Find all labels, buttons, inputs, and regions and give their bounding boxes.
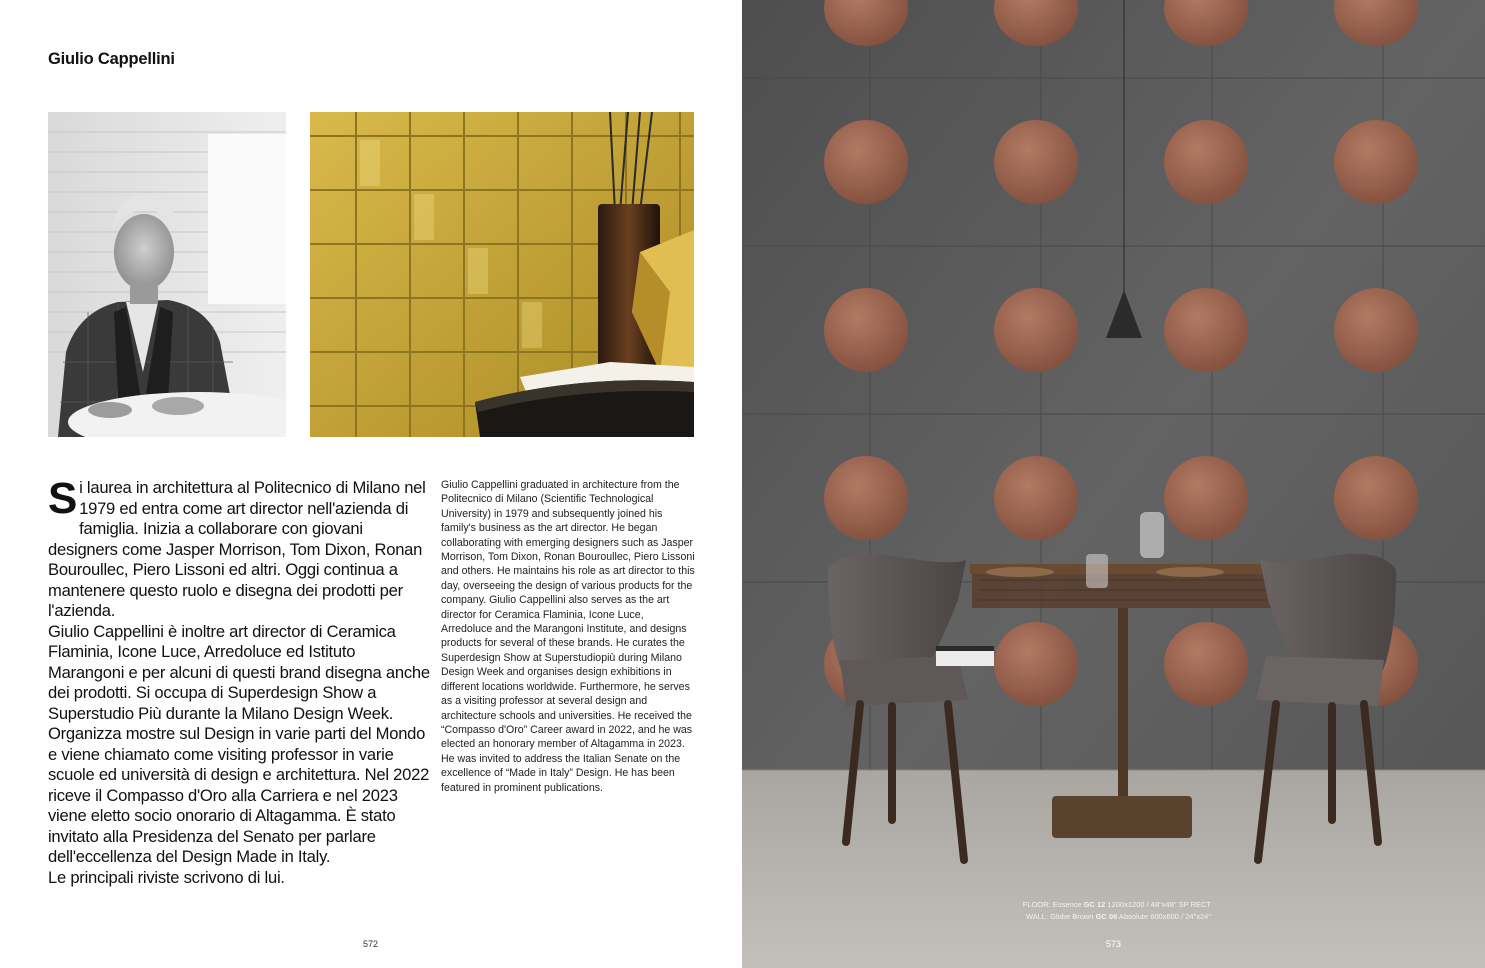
english-biography: Giulio Cappellini graduated in architecture from the Politecnico di Milano (Scientific Technological University) in 1979 and subsequently joined his family's business as the art director. He began collaborating with emerging designers such as Jasper Morrison, Tom Dixon, Ronan Bouroullec, Piero Lissoni and others. He maintains his role as art director to this day, overseeing the design of various products for the company. Giulio Cappellini also serves as the art director for Ceramica Flaminia, Icone Luce, Arredoluce and the Marangoni Institute, and designs products for several of these brands. He curates the Superdesign Show at Superstudiopiù during Milano Design Week and organises design exhibitions in different locations worldwide. Furthermore, he serves as a visiting professor at several design and architecture schools and universities. He received the “Compasso d'Oro” Career award in 2022, and he was elected an honorary member of Altagamma in 2023. He was invited to address the Italian Senate on the excellence of “Made in Italy” Design. He has been featured in prominent publications. — [441, 479, 695, 794]
right-page — [742, 0, 1485, 968]
page-number-left: 572 — [363, 939, 379, 949]
drop-cap-letter: S — [48, 474, 78, 523]
interior-scene-photo — [742, 0, 1485, 968]
left-page — [0, 0, 742, 968]
caption-wall-line: WALL: Globe Brown GC 06 Absolute 600x600 / 24"x24" — [1025, 911, 1211, 921]
italian-biography — [48, 474, 432, 888]
caption-floor-code: GC 12 — [1083, 900, 1106, 909]
caption-floor-line: FLOOR: Essence GC 12 1200x1200 / 48"x48" SP RECT — [1022, 900, 1211, 909]
designer-name-heading: Giulio Cappellini — [48, 50, 175, 68]
italian-paragraph-2: Giulio Cappellini è inoltre art director di Ceramica Flaminia, Icone Luce, Arredoluce ed Istituto Marangoni e per alcuni di questi brand disegna anche dei prodotti. Si occupa di Superdesign Show a Superstudio Più durante la Milano Design Week. Organizza mostre sul Design in varie parti del Mondo e viene chiamato come visiting professor in varie scuole ed università di design e architettura. Nel 2022 riceve il Compasso d'Oro alla Carriera e nel 2023 viene eletto socio onorario di Altagamma. È stato invitato alla Presidenza del Senato per parlare dell'eccellenza del Design Made in Italy. — [48, 621, 430, 866]
yellow-tiles-photo — [310, 112, 694, 437]
italian-paragraph-3: Le principali riviste scrivono di lui. — [48, 867, 285, 887]
product-caption — [1023, 899, 1211, 922]
italian-paragraph-1: i laurea in architettura al Politecnico di Milano nel 1979 ed entra come art director nell'azienda di famiglia. Inizia a collaborare con giovani designers come Jasper Morrison, Tom Dixon, Ronan Bouroullec, Piero Lissoni ed altri. Oggi continua a mantenere questo ruolo e disegna dei prodotti per l'azienda. — [48, 478, 426, 620]
designer-portrait-photo — [48, 112, 286, 437]
caption-wall-code: GC 06 — [1095, 911, 1118, 921]
page-number-right: 573 — [1106, 939, 1122, 949]
